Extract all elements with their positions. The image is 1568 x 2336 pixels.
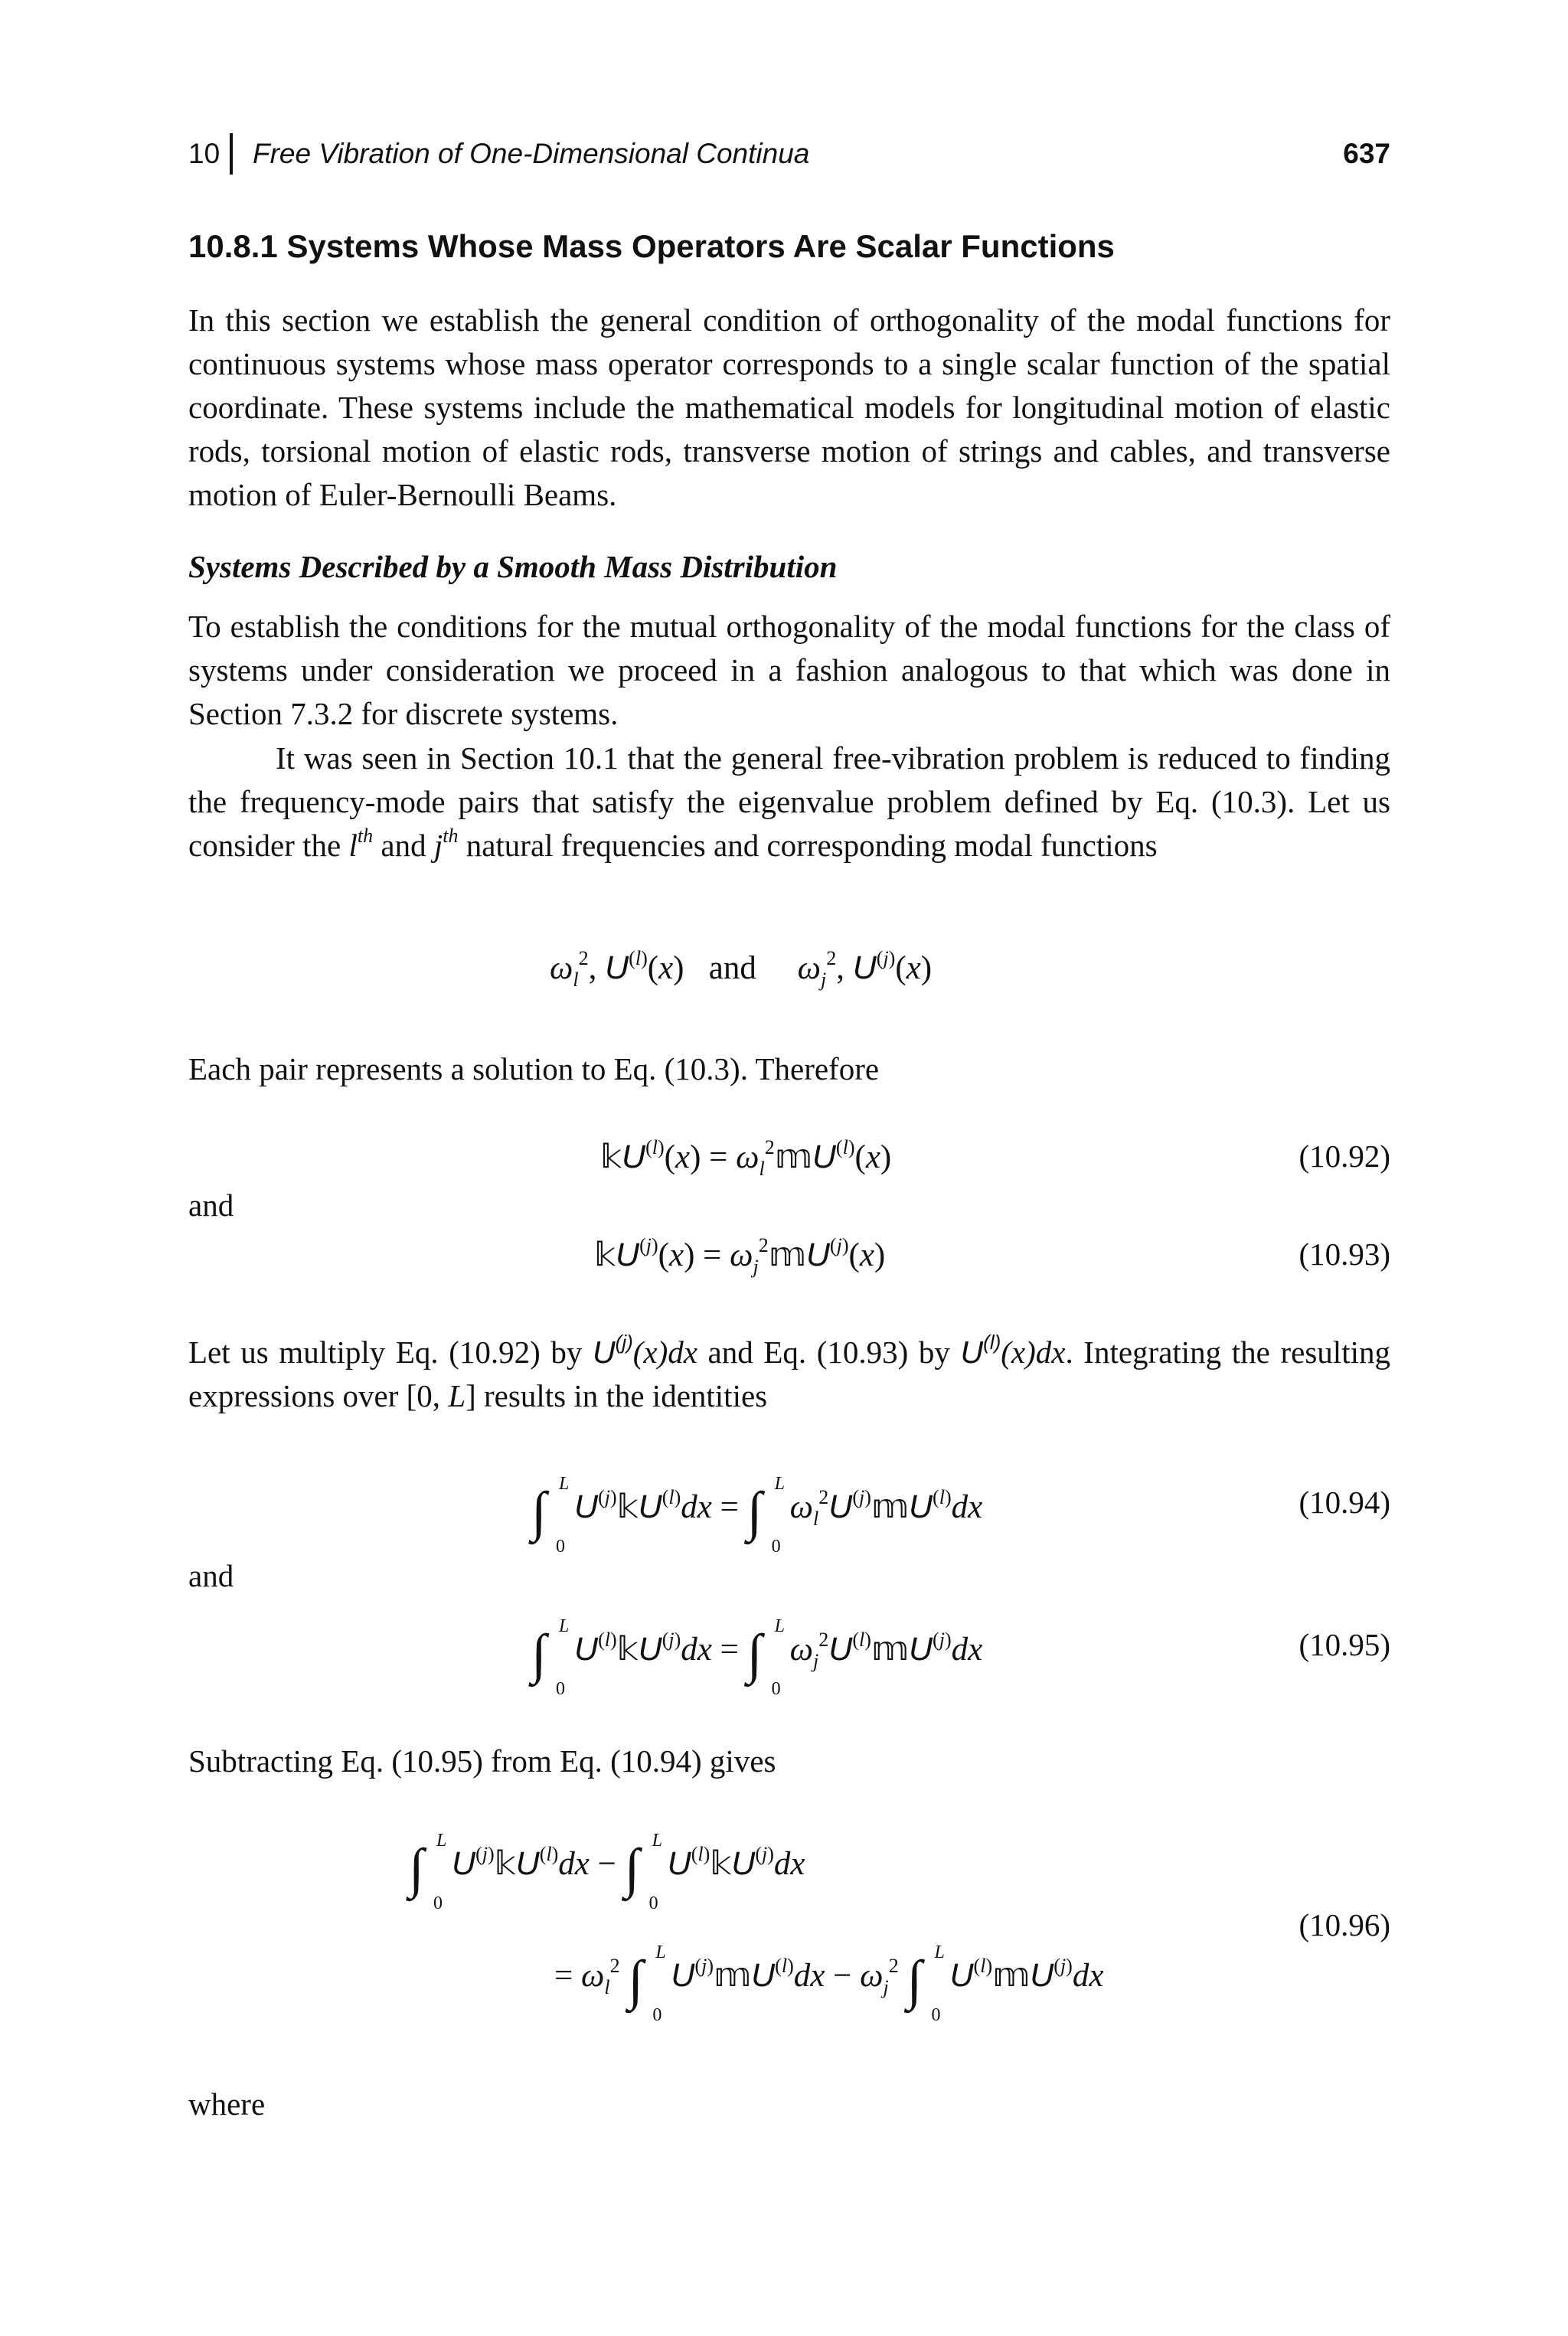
equation-10-94 bbox=[188, 1474, 1390, 1557]
section-heading: 10.8.1 Systems Whose Mass Operators Are Scalar Functions bbox=[188, 228, 1115, 264]
multiply-text-b: and Eq. (10.93) by bbox=[697, 1335, 961, 1370]
u-l-symbol: $U^{(l)}$ bbox=[960, 1331, 1001, 1370]
intro-paragraph: In this section we establish the general condition of orthogonality of the modal functions for continuous systems whose mass operator corresponds to a single scalar function of the spatial coordinate. These systems include the mathematical models for longitudinal motion of elastic rods, torsional motion of elastic rods, transverse motion of strings and cables, and transverse motion of Euler-Bernoulli Beams. bbox=[188, 302, 1390, 512]
and-label-2: and bbox=[188, 1558, 234, 1593]
upper-limit-L: L bbox=[448, 1378, 466, 1413]
header-divider bbox=[230, 133, 233, 175]
equation-10-95 bbox=[188, 1616, 1390, 1699]
equation-number-10-96: (10.96) bbox=[1298, 1907, 1390, 1942]
index-l: l bbox=[348, 828, 358, 863]
equation-10-93 bbox=[188, 1236, 1390, 1289]
paragraph-2-text-a: It was seen in Section 10.1 that the general free-vibration problem is reduced to finding the frequency-mode pairs that satisfy the eigenvalue problem defined by Eq. (10.3). Let us consider the bbox=[188, 740, 1390, 863]
equation-10-93-body: 𝕜U$^{(j)}$(x) = $\omega_j^2𝕞U^{(j)}(x)$ bbox=[594, 1234, 886, 1278]
equation-10-96-rhs: = $\omega_l^2$ ∫ L 0 $U^{(j)}𝕞U^{(l)}dx - \omega_j^2$ ∫ L 0 $U^{(l)}𝕞U^{(j)}dx$ bbox=[554, 1942, 1104, 2025]
equation-10-92 bbox=[188, 1138, 1390, 1191]
subtracting-text: Subtracting Eq. (10.95) from Eq. (10.94) gives bbox=[188, 1743, 776, 1779]
equation-10-96-lhs: ∫ L 0 $U^{(j)}𝕜U^{(l)}dx$ − ∫ L 0 $U^{(l)}𝕜U^{(j)}dx$ bbox=[409, 1831, 805, 1913]
superscript-th-1: th bbox=[357, 825, 374, 847]
running-header bbox=[188, 133, 1390, 179]
page-number: 637 bbox=[1343, 138, 1390, 169]
equation-10-96-line-2 bbox=[188, 1942, 1390, 2025]
and-label-1: and bbox=[188, 1188, 234, 1223]
frequency-mode-pairs bbox=[188, 949, 1390, 1003]
equation-number-10-95: (10.95) bbox=[1298, 1627, 1390, 1662]
paragraph-2-and: and bbox=[373, 828, 434, 863]
equation-10-96-line-1 bbox=[188, 1831, 1390, 1913]
equation-10-92-body: 𝕜U$^{(l)}$(x) = $\omega_l^2𝕞U^{(l)}(x)$ bbox=[600, 1136, 892, 1180]
chapter-number: 10 bbox=[188, 138, 220, 169]
multiply-paragraph: Let us multiply Eq. (10.92) by $U^{(j)}(x)dx$ and Eq. (10.93) by $U^{(l)}(x)dx$. Integrating the resulting expressions over [0, L] results in the identities bbox=[188, 1331, 1390, 1413]
multiply-text-d: ] results in the identities bbox=[466, 1378, 768, 1413]
equation-10-94-body: ∫ L 0 $U^{(j)}𝕜U^{(l)}dx$ = ∫ L 0 $\omega_l^2U^{(j)}𝕞U^{(l)}dx$ bbox=[531, 1474, 983, 1557]
equation-number-10-93: (10.93) bbox=[1298, 1237, 1390, 1272]
paragraph-1: To establish the conditions for the mutual orthogonality of the modal functions for the class of systems under consideration we proceed in a fashion analogous to that which was done in Section 7.3.2 for discrete systems. bbox=[188, 609, 1390, 731]
chapter-title: Free Vibration of One-Dimensional Continua bbox=[253, 138, 810, 169]
equation-number-10-92: (10.92) bbox=[1298, 1139, 1390, 1174]
paragraph-2 bbox=[188, 737, 1390, 867]
pair-and: and bbox=[708, 950, 756, 986]
equation-number-10-94: (10.94) bbox=[1298, 1485, 1390, 1520]
u-j-symbol: $U^{(j)}$ bbox=[593, 1331, 633, 1370]
paragraph-2-text-b: natural frequencies and corresponding modal functions bbox=[458, 828, 1158, 863]
subsection-heading: Systems Described by a Smooth Mass Distribution bbox=[188, 549, 838, 584]
index-j: j bbox=[433, 828, 443, 863]
multiply-text-c: . Integrating the resulting expressions over [0, bbox=[188, 1335, 1390, 1413]
superscript-th-2: th bbox=[443, 825, 459, 847]
pair-expression: $\omega_l^2$, $U^{(l)}(x)$ and $\omega_j^2$, $U^{(j)}(x)$ bbox=[550, 947, 933, 991]
each-pair-text: Each pair represents a solution to Eq. (10.3). Therefore bbox=[188, 1051, 880, 1086]
equation-10-95-body: ∫ L 0 $U^{(l)}𝕜U^{(j)}dx$ = ∫ L 0 $\omega_j^2U^{(l)}𝕞U^{(j)}dx$ bbox=[531, 1616, 983, 1699]
multiply-text-a: Let us multiply Eq. (10.92) by bbox=[188, 1335, 593, 1370]
where-text: where bbox=[188, 2086, 266, 2122]
